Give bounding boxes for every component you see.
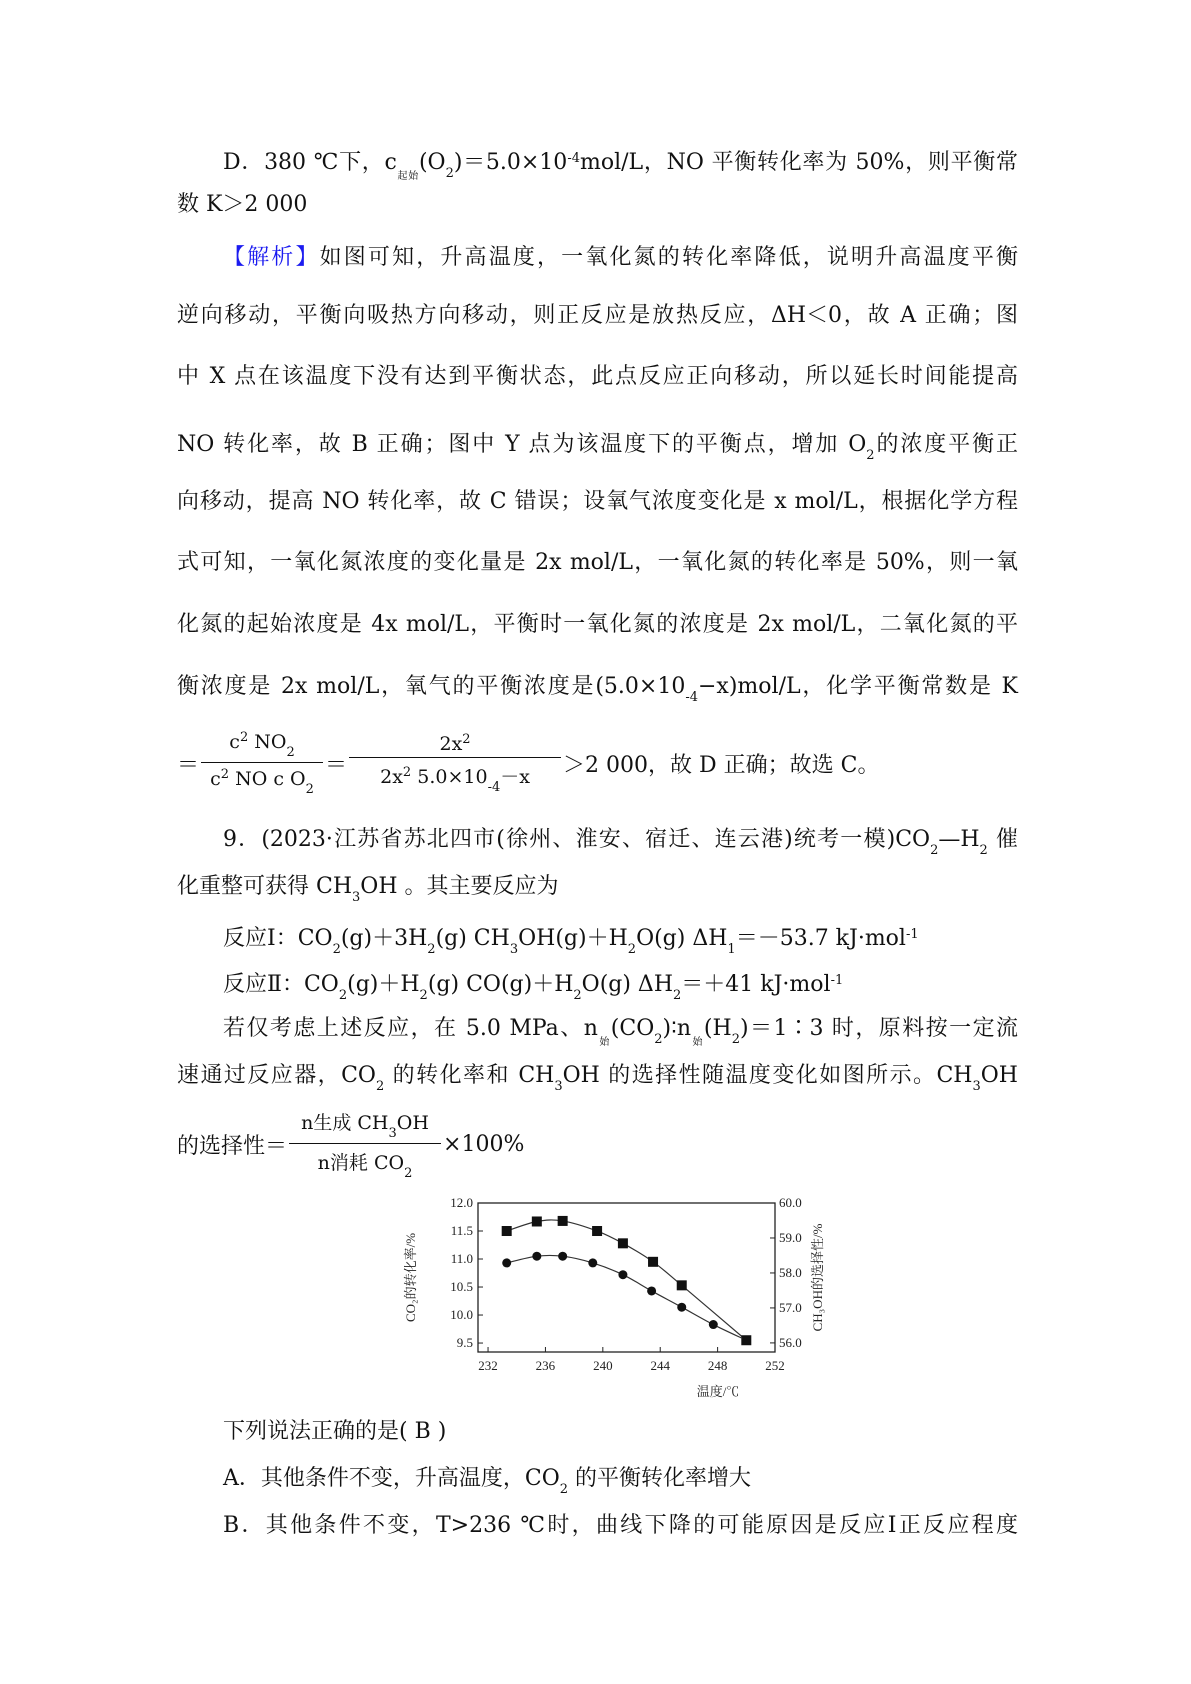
superscript: 2 — [220, 767, 230, 782]
subscript: 2 — [866, 448, 875, 463]
x-tick-label: 236 — [535, 1358, 556, 1373]
text-run: NO — [248, 731, 287, 753]
subscript: 3 — [554, 1079, 563, 1094]
text-run: OH 。其主要反应为 — [360, 874, 559, 899]
equilibrium-constant-formula — [177, 730, 879, 797]
superscript: 2 — [402, 765, 412, 780]
text-run: OH — [980, 1063, 1018, 1088]
text-run: )＝1∶3 时，原料按一定流 — [739, 1016, 1019, 1041]
text-run: OH — [396, 1112, 429, 1134]
y-right-tick-label: 60.0 — [779, 1195, 802, 1210]
option-d-line1 — [223, 145, 1018, 191]
superscript: -1 — [830, 973, 844, 988]
text-run: 9．(2023·江苏省苏北四市(徐州、淮安、宿迁、连云港)统考一模)CO — [223, 827, 931, 852]
text-run: n生成 CH — [301, 1112, 389, 1134]
x-tick-label: 244 — [650, 1358, 670, 1373]
formula-tail — [563, 748, 879, 779]
superscript: 2 — [462, 732, 471, 747]
option-a — [223, 1465, 1018, 1504]
text-run: 如图可知，升高温度，一氧化氮的转化率降低，说明升高温度平衡 — [319, 245, 1018, 270]
selectivity-fraction — [289, 1108, 441, 1181]
y-left-axis-label: CO₂的转化率/% — [403, 1232, 418, 1323]
text-run: mol/L，NO 平衡转化率为 50%，则平衡常 — [579, 150, 1019, 175]
analysis-line — [177, 302, 1018, 330]
fraction-k2 — [349, 732, 561, 795]
subscript: -4 — [685, 690, 698, 705]
text-run: NO c O — [229, 768, 306, 790]
subscript: 2 — [404, 1166, 413, 1181]
y-right-axis-label: CH₃OH的选择性/% — [810, 1223, 825, 1332]
text-run: 5.0×10 — [411, 766, 488, 788]
y-left-tick-label: 9.5 — [456, 1335, 473, 1351]
subscript: 3 — [972, 1079, 981, 1094]
formula-lead — [177, 1129, 287, 1160]
y-right-tick-label: 58.0 — [779, 1264, 802, 1280]
text-run: —H — [938, 827, 980, 852]
denominator — [289, 1143, 441, 1181]
x-axis-label: 温度/℃ — [696, 1384, 740, 1399]
superscript: 2 — [239, 730, 249, 745]
square-marker — [502, 1226, 512, 1236]
text-run: (g) CO(g)＋H — [427, 972, 574, 997]
text-run: 化重整可获得 CH — [177, 874, 353, 899]
text-run: 式可知，一氧化氮浓度的变化量是 2x mol/L，一氧化氮的转化率是 50%，则一氧 — [177, 550, 1018, 575]
option-b — [223, 1512, 1018, 1540]
text-run: 的浓度平衡正 — [874, 432, 1018, 457]
question-9-line — [177, 873, 1018, 912]
subscript: 2 — [559, 1482, 569, 1497]
square-marker — [618, 1238, 628, 1248]
text-run: −x)mol/L，化学平衡常数是 K — [698, 674, 1018, 699]
subscript: 2 — [286, 745, 295, 760]
numerator — [433, 732, 476, 757]
question-prompt — [223, 1418, 1018, 1446]
superscript: -4 — [567, 151, 580, 166]
numerator — [295, 1108, 435, 1143]
text-run: 2x — [380, 766, 403, 788]
subscript: 3 — [509, 942, 519, 957]
y-left-tick-label: 11.5 — [450, 1223, 473, 1239]
reaction-1 — [223, 921, 1018, 964]
text-run: c — [210, 768, 221, 790]
text-run: 的平衡转化率增大 — [568, 1466, 752, 1491]
circle-marker — [558, 1252, 567, 1261]
analysis-label: 【解析】 — [223, 245, 320, 270]
circle-marker — [588, 1258, 597, 1267]
text-run: 逆向移动，平衡向吸热方向移动，则正反应是放热反应，ΔH＜0，故 A 正确；图 — [177, 303, 1018, 328]
subscript: 2 — [419, 988, 428, 1003]
square-marker — [532, 1216, 542, 1226]
text-run: A．其他条件不变，升高温度，CO — [223, 1466, 560, 1491]
question-9-line — [223, 826, 1018, 865]
text-run: OH 的选择性随温度变化如图所示。CH — [562, 1063, 973, 1088]
square-marker — [648, 1257, 658, 1267]
square-marker — [677, 1280, 687, 1290]
subscript: 2 — [979, 843, 988, 858]
subscript: 2 — [731, 1032, 740, 1047]
numerator — [223, 730, 300, 762]
analysis-line — [223, 244, 1018, 272]
subscript: 2 — [627, 942, 637, 957]
text-run: 催 — [987, 827, 1018, 852]
text-run: ＝＋41 kJ·mol — [681, 972, 831, 997]
text-run: (g)＋3H — [340, 926, 428, 951]
text-run: )＝5.0×10 — [453, 150, 568, 175]
subscript: 2 — [305, 782, 314, 797]
square-marker — [558, 1216, 568, 1226]
superscript: -1 — [905, 927, 919, 942]
subscript: -4 — [487, 780, 501, 795]
subscript: 2 — [427, 942, 436, 957]
analysis-line — [177, 431, 1018, 470]
circle-marker — [709, 1320, 718, 1329]
y-right-tick-label: 57.0 — [779, 1299, 802, 1315]
y-left-tick-label: 11.0 — [450, 1251, 473, 1267]
text-run: NO 转化率，故 B 正确；图中 Y 点为该温度下的平衡点，增加 O — [177, 432, 867, 457]
co2-conversion-chart — [395, 1188, 845, 1403]
formula-tail — [443, 1132, 524, 1157]
subscript: 3 — [388, 1126, 397, 1141]
subscript: 2 — [332, 942, 341, 957]
text-run: )∶n — [662, 1016, 691, 1041]
text-run: O(g) ΔH — [581, 972, 674, 997]
text-run: 反应Ⅱ：CO — [223, 972, 339, 997]
subscript-label: 始 — [691, 1037, 704, 1048]
text-run: 反应Ⅰ：CO — [223, 926, 333, 951]
question-9-line — [223, 1015, 1018, 1057]
denominator — [201, 762, 323, 797]
text-run: (O — [418, 150, 446, 175]
denominator — [349, 757, 561, 795]
circle-marker — [502, 1258, 511, 1267]
x-tick-label: 232 — [478, 1358, 498, 1373]
text-run: －x — [500, 766, 530, 788]
subscript: 3 — [352, 890, 361, 905]
subscript: 2 — [375, 1079, 385, 1094]
circle-marker — [742, 1336, 751, 1345]
analysis-line — [177, 363, 1018, 391]
y-left-tick-label: 10.0 — [450, 1307, 473, 1323]
text-run: c — [229, 731, 240, 753]
circle-marker — [532, 1252, 541, 1261]
text-run: D．380 ℃下，c — [223, 150, 397, 175]
text-run: (H — [703, 1016, 732, 1041]
y-right-tick-label: 59.0 — [779, 1229, 802, 1245]
equals-sign: ＝ — [177, 753, 200, 778]
subscript: 2 — [445, 166, 454, 181]
subscript-label: 起始 — [396, 171, 419, 182]
y-right-tick-label: 56.0 — [779, 1334, 802, 1350]
analysis-line — [177, 673, 1018, 712]
text-run: 化氮的起始浓度是 4x mol/L，平衡时一氧化氮的浓度是 2x mol/L，二氧化氮的平 — [177, 612, 1018, 637]
subscript: 2 — [654, 1032, 663, 1047]
subscript: 2 — [338, 988, 348, 1003]
square-marker — [592, 1226, 602, 1236]
fraction-k1 — [201, 730, 323, 797]
subscript-label: 始 — [597, 1037, 611, 1048]
text-run: ＝－53.7 kJ·mol — [735, 926, 906, 951]
text-run: OH(g)＋H — [518, 926, 628, 951]
circle-marker — [677, 1303, 686, 1312]
question-9-line — [177, 1062, 1018, 1101]
text-run: 数 K＞2 000 — [177, 192, 308, 217]
text-run: n消耗 CO — [317, 1152, 405, 1174]
text-run: 衡浓度是 2x mol/L，氧气的平衡浓度是(5.0×10 — [177, 674, 686, 699]
analysis-line — [177, 549, 1018, 577]
analysis-line — [177, 611, 1018, 639]
text-run: 下列说法正确的是( B ) — [223, 1419, 447, 1444]
equals-sign: ＝ — [325, 753, 348, 778]
text-run: (g)＋H — [347, 972, 420, 997]
text-run: 中 X 点在该温度下没有达到平衡状态，此点反应正向移动，所以延长时间能提高 — [177, 364, 1018, 389]
text-run: ＞2 000，故 D 正确；故选 C。 — [563, 753, 880, 778]
reaction-2 — [223, 967, 1018, 1010]
text-run: 速通过反应器，CO — [177, 1063, 376, 1088]
analysis-line — [177, 488, 1018, 516]
y-left-tick-label: 12.0 — [450, 1195, 473, 1210]
subscript: 1 — [727, 942, 736, 957]
text-run: O(g) ΔH — [636, 926, 728, 951]
text-run: B．其他条件不变，T>236 ℃时，曲线下降的可能原因是反应Ⅰ正反应程度 — [223, 1513, 1018, 1538]
text-run: 2x — [439, 733, 463, 755]
subscript: 2 — [573, 988, 582, 1003]
text-run: 若仅考虑上述反应，在 5.0 MPa、n — [223, 1016, 598, 1041]
circle-marker — [647, 1286, 656, 1295]
text-run: 的转化率和 CH — [384, 1063, 555, 1088]
y-left-tick-label: 10.5 — [450, 1279, 473, 1295]
text-run: (CO — [610, 1016, 655, 1041]
x-tick-label: 252 — [765, 1358, 785, 1373]
text-run: 的选择性＝ — [177, 1134, 288, 1159]
circle-marker — [618, 1270, 627, 1279]
text-run: 向移动，提高 NO 转化率，故 C 错误；设氧气浓度变化是 x mol/L，根据化学方程 — [177, 489, 1018, 514]
subscript: 2 — [930, 843, 939, 858]
x-tick-label: 240 — [593, 1358, 613, 1373]
x-tick-label: 248 — [707, 1358, 728, 1373]
subscript: 2 — [673, 988, 682, 1003]
text-run: ×100% — [443, 1132, 525, 1157]
option-d-line2 — [177, 191, 1018, 219]
text-run: (g) CH — [435, 926, 510, 951]
selectivity-formula — [177, 1108, 524, 1181]
